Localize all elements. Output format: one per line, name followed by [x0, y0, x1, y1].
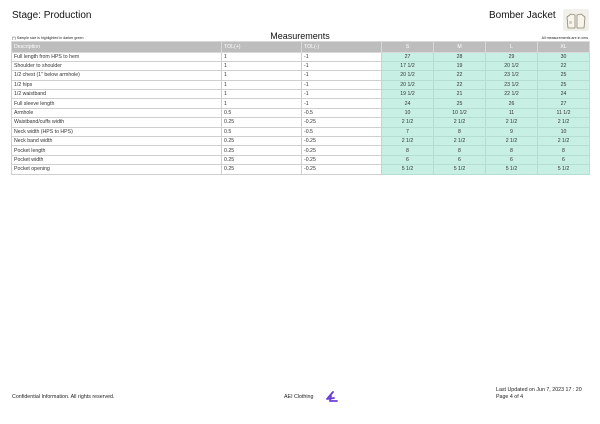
cell-m: 8: [434, 146, 486, 155]
cell-m: 2 1/2: [434, 137, 486, 146]
column-header-l: L: [486, 42, 538, 53]
cell-l: 6: [486, 155, 538, 164]
cell-tol-minus: -1: [302, 80, 382, 89]
table-row: [12, 90, 590, 99]
cell-m: 25: [434, 99, 486, 108]
cell-tol-plus: 1: [222, 61, 302, 70]
cell-tol-plus: 1: [222, 52, 302, 61]
confidential-notice: Confidential Information. All rights reserved.: [12, 394, 115, 400]
cell-l: 2 1/2: [486, 137, 538, 146]
cell-description: 1/2 waistband: [12, 90, 222, 99]
table-row: [12, 61, 590, 70]
product-name: Bomber Jacket: [489, 10, 556, 21]
cell-xl: 6: [538, 155, 590, 164]
cell-xl: 27: [538, 99, 590, 108]
table-row: [12, 165, 590, 174]
cell-s: 7: [382, 127, 434, 136]
cell-s: 6: [382, 155, 434, 164]
cell-description: 1/2 hips: [12, 80, 222, 89]
company-name: AEI Clothing: [284, 394, 314, 400]
page-title: Measurements: [270, 31, 330, 41]
cell-description: Waistband/cuffs width: [12, 118, 222, 127]
column-header-xl: XL: [538, 42, 590, 53]
cell-tol-minus: -0.25: [302, 118, 382, 127]
measurements-table: [11, 41, 590, 175]
cell-s: 2 1/2: [382, 118, 434, 127]
cell-tol-plus: 0.25: [222, 118, 302, 127]
cell-xl: 24: [538, 90, 590, 99]
table-row: [12, 155, 590, 164]
cell-tol-plus: 1: [222, 99, 302, 108]
cell-description: Full length from HPS to hem: [12, 52, 222, 61]
cell-s: 20 1/2: [382, 80, 434, 89]
cell-description: Armhole: [12, 108, 222, 117]
cell-l: 8: [486, 146, 538, 155]
cell-tol-minus: -0.25: [302, 155, 382, 164]
jacket-thumbnail-icon[interactable]: [563, 9, 589, 31]
cell-tol-plus: 0.5: [222, 108, 302, 117]
cell-xl: 2 1/2: [538, 118, 590, 127]
company-logo-icon: [325, 390, 339, 408]
cell-l: 2 1/2: [486, 118, 538, 127]
cell-s: 19 1/2: [382, 90, 434, 99]
cell-l: 23 1/2: [486, 71, 538, 80]
cell-m: 21: [434, 90, 486, 99]
cell-tol-plus: 1: [222, 71, 302, 80]
cell-m: 8: [434, 127, 486, 136]
page-number: Page 4 of 4: [496, 394, 524, 400]
cell-tol-plus: 0.25: [222, 146, 302, 155]
table-row: [12, 137, 590, 146]
cell-tol-minus: -1: [302, 61, 382, 70]
table-row: [12, 99, 590, 108]
stage-label: Stage: Production: [12, 10, 92, 21]
cell-xl: 2 1/2: [538, 137, 590, 146]
cell-description: Neck band width: [12, 137, 222, 146]
cell-tol-minus: -0.25: [302, 137, 382, 146]
units-note: All measurements are in cms: [541, 36, 588, 40]
last-updated: Last Updated on Jun 7, 2023 17 : 20: [496, 387, 582, 393]
cell-xl: 25: [538, 80, 590, 89]
cell-description: Pocket length: [12, 146, 222, 155]
cell-description: Neck width (HPS to HPS): [12, 127, 222, 136]
cell-l: 20 1/2: [486, 61, 538, 70]
table-row: [12, 52, 590, 61]
cell-tol-minus: -1: [302, 52, 382, 61]
column-header-s: S: [382, 42, 434, 53]
cell-description: Full sleeve length: [12, 99, 222, 108]
cell-tol-minus: -0.25: [302, 146, 382, 155]
cell-xl: 11 1/2: [538, 108, 590, 117]
cell-s: 17 1/2: [382, 61, 434, 70]
cell-l: 29: [486, 52, 538, 61]
cell-tol-plus: 0.25: [222, 155, 302, 164]
sample-size-note: (*) Sample size is highlighted in darker green: [12, 36, 84, 40]
cell-m: 22: [434, 80, 486, 89]
cell-tol-minus: -0.5: [302, 127, 382, 136]
cell-m: 2 1/2: [434, 118, 486, 127]
cell-description: Pocket opening: [12, 165, 222, 174]
cell-m: 6: [434, 155, 486, 164]
column-header-tol-plus: TOL(+): [222, 42, 302, 53]
cell-tol-minus: -1: [302, 90, 382, 99]
cell-tol-plus: 1: [222, 80, 302, 89]
cell-l: 9: [486, 127, 538, 136]
cell-s: 10: [382, 108, 434, 117]
table-row: [12, 146, 590, 155]
cell-xl: 22: [538, 61, 590, 70]
cell-description: Shoulder to shoulder: [12, 61, 222, 70]
cell-tol-plus: 0.5: [222, 127, 302, 136]
cell-tol-plus: 0.25: [222, 137, 302, 146]
cell-tol-minus: -0.5: [302, 108, 382, 117]
cell-l: 26: [486, 99, 538, 108]
cell-xl: 25: [538, 71, 590, 80]
cell-xl: 8: [538, 146, 590, 155]
cell-s: 5 1/2: [382, 165, 434, 174]
cell-tol-minus: -1: [302, 71, 382, 80]
cell-s: 24: [382, 99, 434, 108]
table-row: [12, 71, 590, 80]
cell-s: 2 1/2: [382, 137, 434, 146]
cell-tol-plus: 1: [222, 90, 302, 99]
footer-meta: [496, 387, 582, 401]
cell-m: 5 1/2: [434, 165, 486, 174]
cell-s: 27: [382, 52, 434, 61]
column-header-m: M: [434, 42, 486, 53]
cell-s: 20 1/2: [382, 71, 434, 80]
cell-description: 1/2 chest (1" below armhole): [12, 71, 222, 80]
cell-l: 23 1/2: [486, 80, 538, 89]
cell-m: 28: [434, 52, 486, 61]
table-row: [12, 80, 590, 89]
cell-m: 22: [434, 71, 486, 80]
cell-l: 5 1/2: [486, 165, 538, 174]
cell-xl: 10: [538, 127, 590, 136]
cell-description: Pocket width: [12, 155, 222, 164]
column-header-description: Description: [12, 42, 222, 53]
table-header-row: [12, 42, 590, 53]
cell-m: 19: [434, 61, 486, 70]
column-header-tol-minus: TOL(-): [302, 42, 382, 53]
cell-tol-minus: -0.25: [302, 165, 382, 174]
cell-xl: 30: [538, 52, 590, 61]
cell-l: 11: [486, 108, 538, 117]
table-row: [12, 108, 590, 117]
cell-tol-minus: -1: [302, 99, 382, 108]
cell-s: 8: [382, 146, 434, 155]
cell-l: 22 1/2: [486, 90, 538, 99]
table-row: [12, 118, 590, 127]
cell-tol-plus: 0.25: [222, 165, 302, 174]
cell-m: 10 1/2: [434, 108, 486, 117]
table-row: [12, 127, 590, 136]
cell-xl: 5 1/2: [538, 165, 590, 174]
